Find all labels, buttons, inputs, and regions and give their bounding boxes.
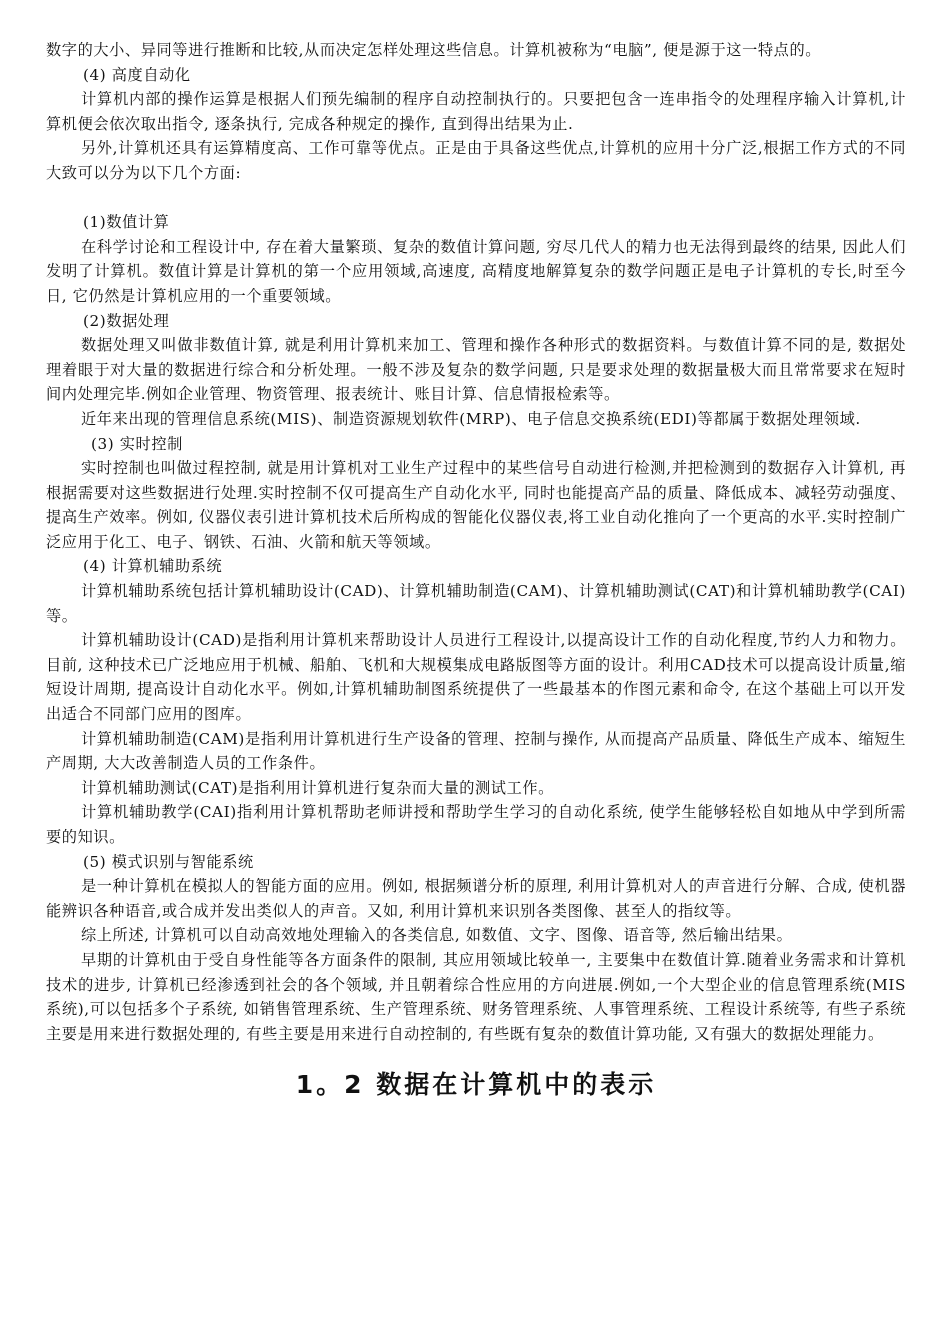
subheading-numeric-computing: (1)数值计算 bbox=[83, 213, 170, 232]
paragraph-cat: 计算机辅助测试(CAT)是指利用计算机进行复杂而大量的测试工作。 bbox=[80, 778, 554, 797]
paragraph-early-computers: 早期的计算机由于受自身性能等各方面条件的限制, 其应用领域比较单一, 主要集中在数值计算.随着业务需求和计算机技术的进步, 计算机已经渗透到社会的各个领域, 并且朝着综合性应用的方向进展.例如,一个大型企业的信息管理系统(MIS系统),可以包括多个子系统, 如销售管理系统、生产管理系统、财务管理系统、人事管理系统、工程设计系统等, 有些子系统主要是用来进行数据处理的, 有些主要是用来进行自动控制的, 有些既有复杂的数值计算功能, 又有强大的数据处理能力。 bbox=[46, 950, 906, 1043]
paragraph-automation: 计算机内部的操作运算是根据人们预先编制的程序自动控制执行的。只要把包含一连串指令的处理程序输入计算机,计算机便会依次取出指令, 逐条执行, 完成各种规定的操作, 直到得出结果为止. bbox=[46, 90, 906, 133]
paragraph-realtime-control: 实时控制也叫做过程控制, 就是用计算机对工业生产过程中的某些信号自动进行检测,并把检测到的数据存入计算机, 再根据需要对这些数据进行处理.实时控制不仅可提高生产自动化水平, 同时也能提高产品的质量、降低成本、减轻劳动强度、提高生产效率。例如, 仪器仪表引进计算机技术后所构成的智能化仪器仪表,将工业自动化推向了一个更高的水平.实时控制广泛应用于化工、电子、钢铁、石油、火箭和航天等领域。 bbox=[46, 459, 906, 551]
paragraph-numeric-computing: 在科学讨论和工程设计中, 存在着大量繁琐、复杂的数值计算问题, 穷尽几代人的精力也无法得到最终的结果, 因此人们发明了计算机。数值计算是计算机的第一个应用领域,高速度, 高精度地解算复杂的数学问题正是电子计算机的专长,时至今日, 它仍然是计算机应用的一个重要领域。 bbox=[46, 237, 906, 305]
paragraph-computer-aided: 计算机辅助系统包括计算机辅助设计(CAD)、计算机辅助制造(CAM)、计算机辅助测试(CAT)和计算机辅助教学(CAI)等。 bbox=[46, 582, 906, 625]
subheading-pattern-recognition: (5) 模式识别与智能系统 bbox=[83, 852, 254, 871]
subheading-automation: (4) 高度自动化 bbox=[83, 65, 191, 84]
paragraph-cam: 计算机辅助制造(CAM)是指利用计算机进行生产设备的管理、控制与操作, 从而提高产品质量、降低生产成本、缩短生产周期, 大大改善制造人员的工作条件。 bbox=[46, 729, 906, 773]
paragraph-data-processing: 数据处理又叫做非数值计算, 就是利用计算机来加工、管理和操作各种形式的数据资料。与数值计算不同的是, 数据处理着眼于对大量的数据进行综合和分析处理。一般不涉及复杂的数学问题, 只是要求处理的数据量极大而且常常要求在短时间内处理完毕.例如企业管理、物资管理、报表统计、账目计算、信息情报检索等。 bbox=[46, 336, 906, 404]
paragraph-pattern-recognition: 是一种计算机在模拟人的智能方面的应用。例如, 根据频谱分析的原理, 利用计算机对人的声音进行分解、合成, 使机器能辨识各种语音,或合成并发出类似人的声音。又如, 利用计算机来识别各类图像、甚至人的指纹等。 bbox=[46, 877, 906, 920]
paragraph-data-processing-systems: 近年来出现的管理信息系统(MIS)、制造资源规划软件(MRP)、电子信息交换系统(EDI)等都属于数据处理领域. bbox=[80, 409, 861, 428]
subheading-data-processing: (2)数据处理 bbox=[83, 311, 170, 330]
paragraph-other-advantages: 另外,计算机还具有运算精度高、工作可靠等优点。正是由于具备这些优点,计算机的应用十分广泛,根据工作方式的不同大致可以分为以下几个方面: bbox=[46, 139, 906, 182]
paragraph-cad: 计算机辅助设计(CAD)是指利用计算机来帮助设计人员进行工程设计,以提高设计工作的自动化程度,节约人力和物力。目前, 这种技术已广泛地应用于机械、船舶、飞机和大规模集成电路版图等方面的设计。利用CAD技术可以提高设计质量,缩短设计周期, 提高设计自动化水平。例如,计算机辅助制图系统提供了一些最基本的作图元素和命令, 在这个基础上可以开发出适合不同部门应用的图库。 bbox=[46, 631, 906, 724]
paragraph-summary: 综上所述, 计算机可以自动高效地处理输入的各类信息, 如数值、文字、图像、语音等, 然后输出结果。 bbox=[80, 926, 793, 945]
paragraph-top: 数字的大小、异同等进行推断和比较,从而决定怎样处理这些信息。计算机被称为“电脑”, 便是源于这一特点的。 bbox=[46, 41, 822, 59]
section-title: 1。2 数据在计算机中的表示 bbox=[295, 1070, 657, 1100]
subheading-realtime-control: (3) 实时控制 bbox=[91, 434, 183, 453]
paragraph-cai: 计算机辅助教学(CAI)指利用计算机帮助老师讲授和帮助学生学习的自动化系统, 使学生能够轻松自如地从中学到所需要的知识。 bbox=[46, 803, 906, 846]
blank-line bbox=[46, 186, 906, 211]
subheading-computer-aided: (4) 计算机辅助系统 bbox=[83, 557, 223, 576]
